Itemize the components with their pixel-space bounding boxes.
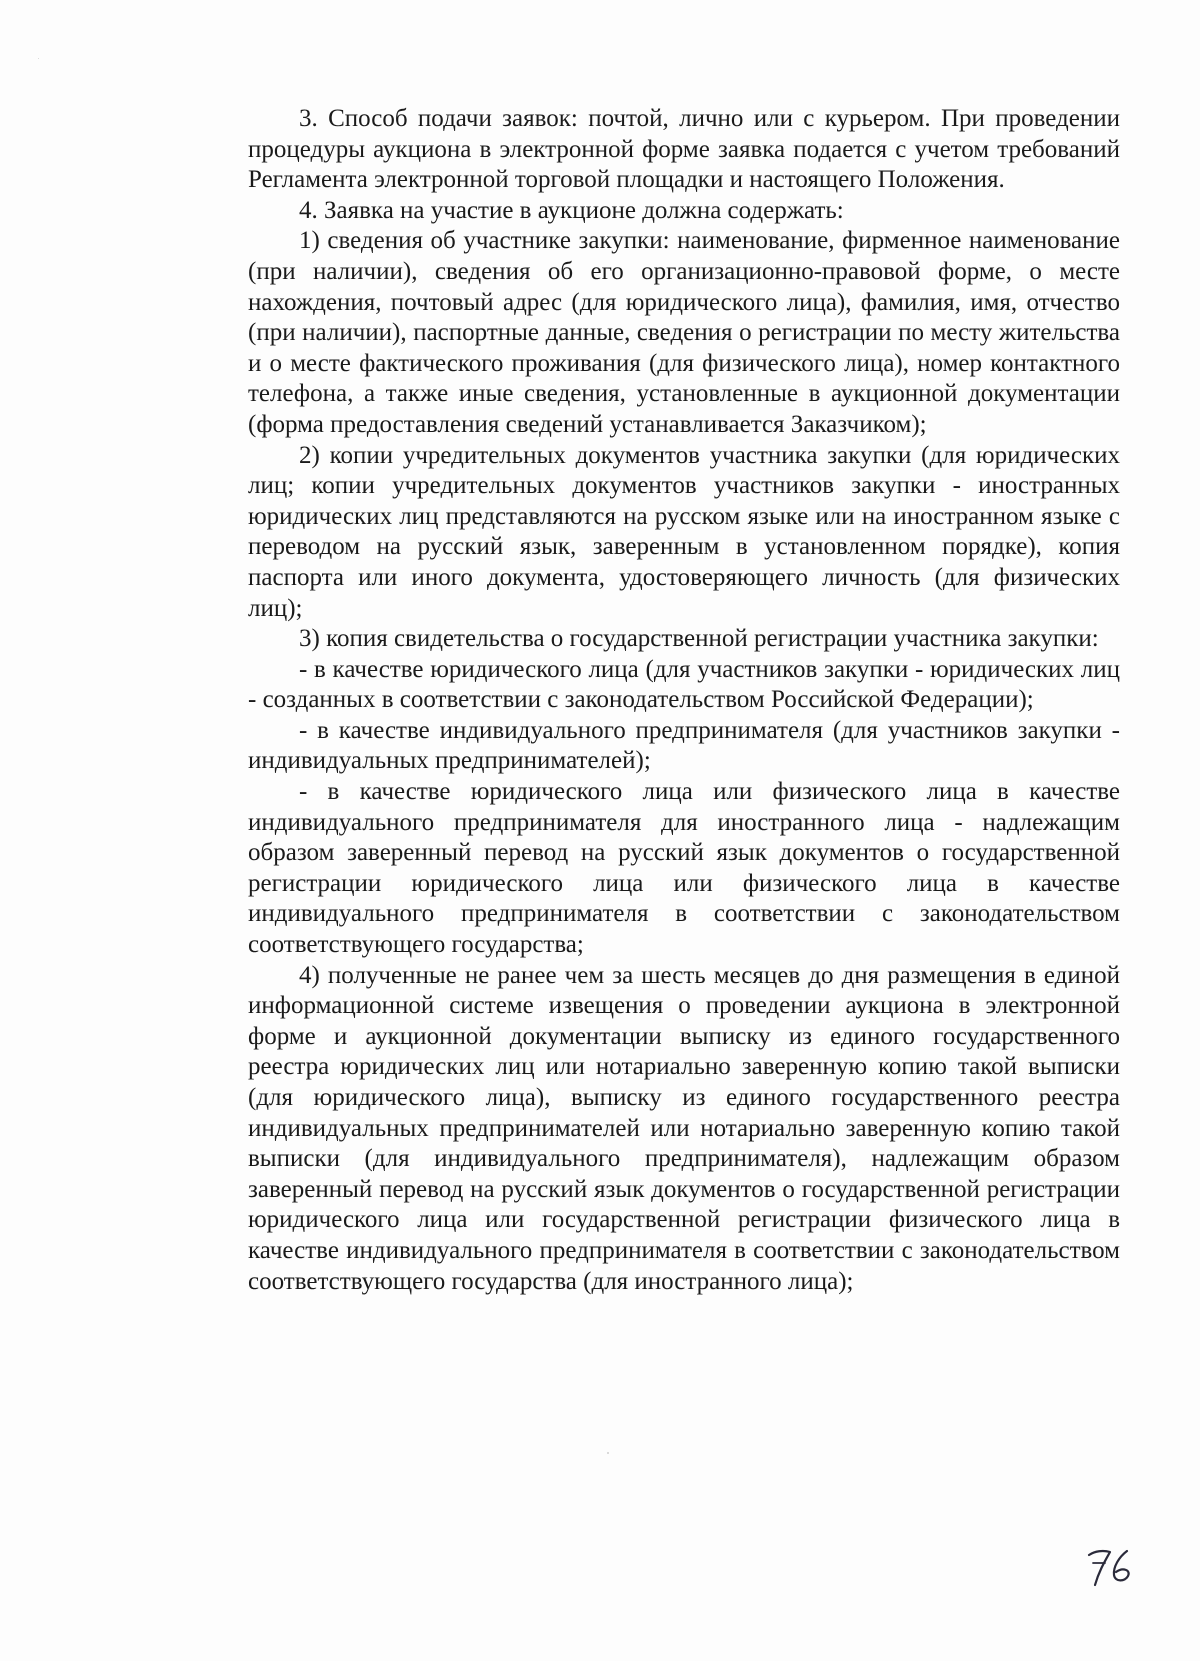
paragraph-subitem-legal-entity: - в качестве юридического лица (для участников закупки - юридических лиц - созданных в соответствии с законодательством Российской Федерации); — [248, 655, 1120, 714]
scan-speck — [607, 1452, 609, 1454]
paragraph-item-4-register-extract: 4) полученные не ранее чем за шесть месяцев до дня размещения в единой информационной системе извещения о проведении аукциона в электронной форме и аукционной документации выписку из единого государственного реестра юридических лиц или нотариально заверенную копию такой выписки (для юридического лица), выписку из единого государственного реестра индивидуальных предпринимателей или нотариально заверенную копию такой выписки (для индивидуального предпринимателя), надлежащим образом заверенный перевод на русский язык документов о государственной регистрации юридического лица или государственной регистрации физического лица в качестве индивидуального предпринимателя в соответствии с законодательством соответствующего государства (для иностранного лица); — [248, 961, 1120, 1295]
paragraph-subitem-entrepreneur: - в качестве индивидуального предпринимателя (для участников закупки - индивидуальных предпринимателей); — [248, 716, 1120, 775]
paragraph-item-1-participant-info: 1) сведения об участнике закупки: наименование, фирменное наименование (при наличии), сведения об его организационно-правовой форме, о месте нахождения, почтовый адрес (для юридического лица), фамилия, имя, отчество (при наличии), паспортные данные, сведения о регистрации по месту жительства и о месте фактического проживания (для физического лица), номер контактного телефона, а также иные сведения, установленные в аукционной документации (форма предоставления сведений устанавливается Заказчиком); — [248, 227, 1120, 438]
paragraph-item-2-founding-documents: 2) копии учредительных документов участника закупки (для юридических лиц; копии учредительных документов участников закупки - иностранных юридических лиц представляются на русском языке или на иностранном языке с переводом на русский язык, заверенным в установленном порядке), копия паспорта или иного документа, удостоверяющего личность (для физических лиц); — [248, 441, 1120, 622]
paragraph-item-3-registration-certificate: 3) копия свидетельства о государственной регистрации участника закупки: — [299, 625, 1099, 653]
document-body — [248, 104, 1120, 1297]
handwritten-page-number — [1083, 1541, 1143, 1591]
paragraph-subitem-foreign-person: - в качестве юридического лица или физического лица в качестве индивидуального предпринимателя для иностранного лица - надлежащим образом заверенный перевод на русский язык документов о государственной регистрации юридического лица или физического лица в качестве индивидуального предпринимателя в соответствии с законодательством соответствующего государства; — [248, 778, 1120, 959]
paragraph-submission-method: 3. Способ подачи заявок: почтой, лично или с курьером. При проведении процедуры аукциона в электронной форме заявка подается с учетом требований Регламента электронной торговой площадки и настоящего Положения. — [248, 105, 1120, 194]
paragraph-application-contents: 4. Заявка на участие в аукционе должна содержать: — [299, 196, 844, 224]
scan-speck — [38, 58, 39, 59]
